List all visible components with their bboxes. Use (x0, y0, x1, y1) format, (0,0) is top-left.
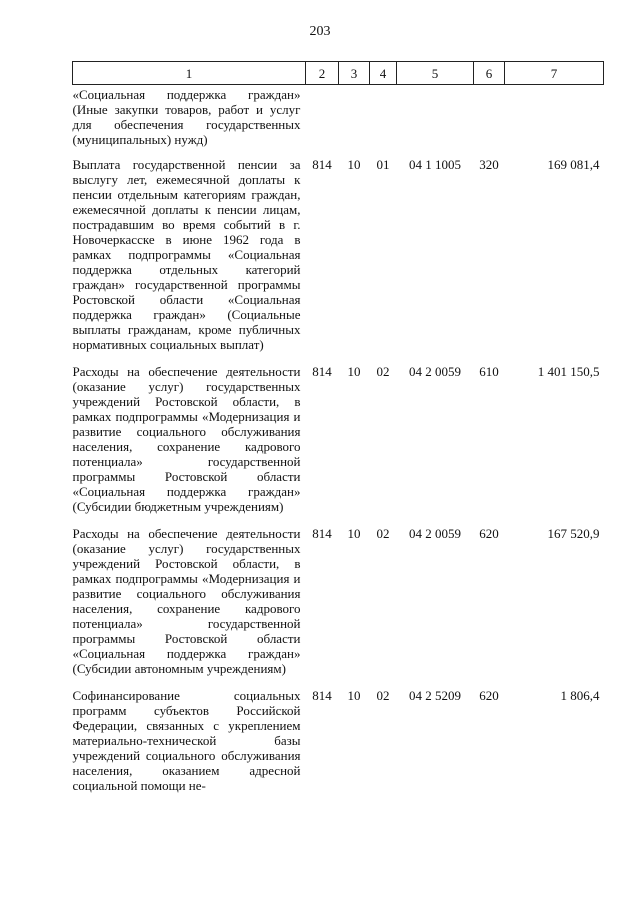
target-article-code: 04 2 5209 (409, 688, 461, 703)
row-description: Расходы на обеспечение деятельности (оказание услуг) государственных учреждений Ростовской области, в рамках подпрограммы «Модернизация и развитие социального обслуживания населения, сохранение кадрового потенциала» государственной программы Ростовской области «Социальная поддержка граждан» (Субсидии автономным учреждениям) (72, 526, 301, 676)
expense-type-code: 320 (479, 157, 499, 172)
table-row (73, 157, 604, 364)
amount: 1 806,4 (560, 688, 600, 703)
header-col-3: 3 (339, 62, 370, 85)
section-code: 10 (347, 526, 361, 541)
ministry-code: 814 (312, 526, 332, 541)
amount: 1 401 150,5 (537, 364, 600, 379)
table-row (73, 526, 604, 688)
continuation-description: «Социальная поддержка граждан» (Иные закупки товаров, работ и услуг для обеспечения государственных (муниципальных) нужд) (72, 87, 301, 147)
expense-type-code: 610 (479, 364, 499, 379)
header-col-5: 5 (397, 62, 474, 85)
ministry-code: 814 (312, 364, 332, 379)
subsection-code: 02 (376, 688, 390, 703)
row-description: Софинансирование социальных программ субъектов Российской Федерации, связанных с укреплением материально-технической базы учреждений социального обслуживания населения, оказанием адресной социальной помощи не- (72, 688, 301, 793)
header-col-1: 1 (73, 62, 306, 85)
table-row (73, 364, 604, 526)
ministry-code: 814 (312, 688, 332, 703)
header-col-2: 2 (306, 62, 339, 85)
section-code: 10 (347, 157, 361, 172)
header-row (73, 62, 604, 85)
target-article-code: 04 1 1005 (409, 157, 461, 172)
amount: 167 520,9 (547, 526, 600, 541)
row-description: Выплата государственной пенсии за выслугу лет, ежемесячной доплаты к пенсии отдельным категориям граждан, ежемесячной доплаты к пенсии лицам, пострадавшим во время событий в г. Новочеркасске в июне 1962 года в рамках подпрограммы «Социальная поддержка отдельных категорий граждан» государственной программы Ростовской области «Социальная поддержка граждан» (Социальные выплаты гражданам, кроме публичных нормативных социальных выплат) (72, 157, 301, 352)
expense-type-code: 620 (479, 526, 499, 541)
header-col-4: 4 (370, 62, 397, 85)
subsection-code: 02 (376, 526, 390, 541)
section-code: 10 (347, 688, 361, 703)
header-col-7: 7 (505, 62, 604, 85)
subsection-code: 02 (376, 364, 390, 379)
target-article-code: 04 2 0059 (409, 364, 461, 379)
row-description: Расходы на обеспечение деятельности (оказание услуг) государственных учреждений Ростовской области, в рамках подпрограммы «Модернизация и развитие социального обслуживания населения, сохранение кадрового потенциала» государственной программы Ростовской области «Социальная поддержка граждан» (Субсидии бюджетным учреждениям) (72, 364, 301, 514)
expense-type-code: 620 (479, 688, 499, 703)
page-number: 203 (309, 24, 331, 39)
ministry-code: 814 (312, 157, 332, 172)
header-col-6: 6 (474, 62, 505, 85)
table-row (73, 688, 604, 805)
target-article-code: 04 2 0059 (409, 526, 461, 541)
subsection-code: 01 (376, 157, 390, 172)
budget-table (72, 61, 604, 805)
amount: 169 081,4 (547, 157, 600, 172)
section-code: 10 (347, 364, 361, 379)
table-row (73, 85, 604, 158)
